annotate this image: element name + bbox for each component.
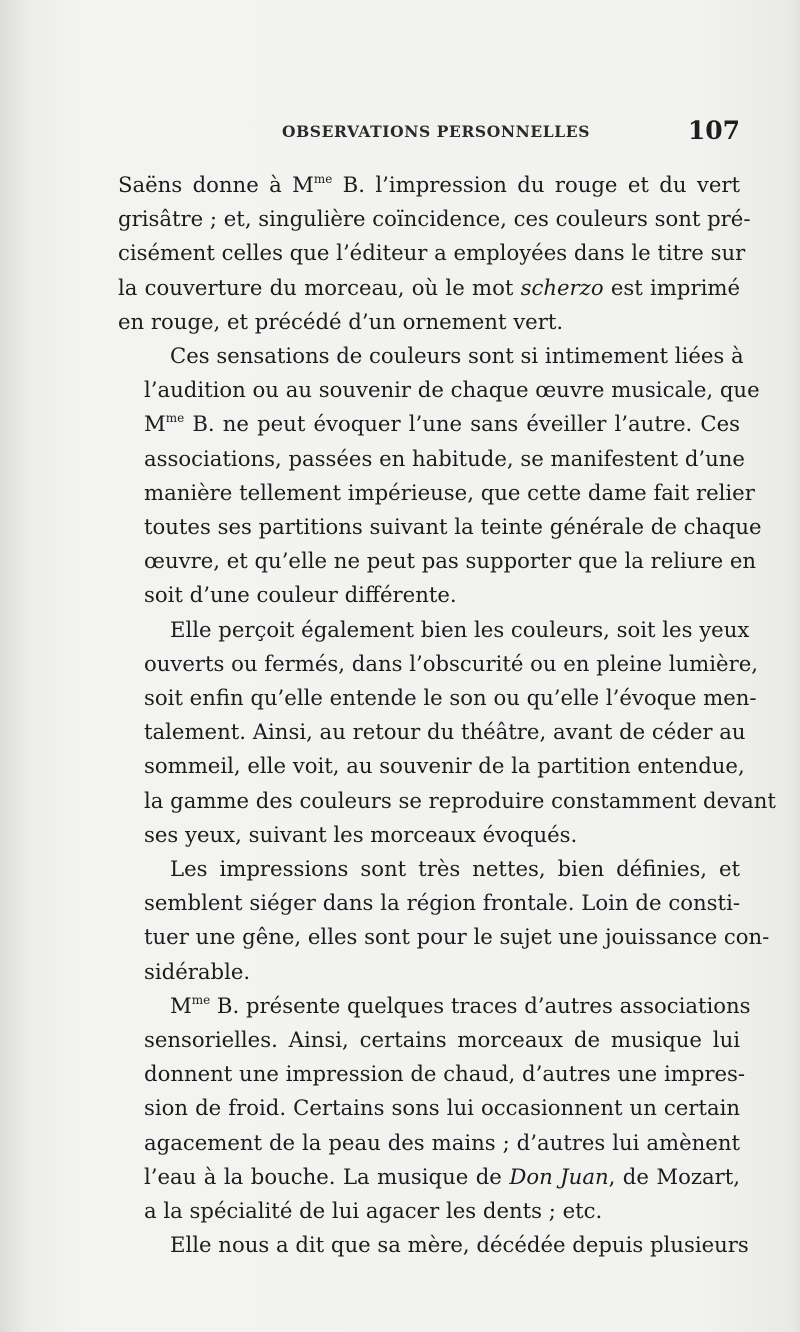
superscript: me bbox=[313, 172, 333, 186]
text-line: Ces sensations de couleurs sont si intimement liées à bbox=[170, 343, 744, 369]
text-line: la gamme des couleurs se reproduire constamment devant bbox=[144, 787, 776, 813]
page-number: 107 bbox=[687, 116, 740, 145]
paragraph bbox=[118, 168, 751, 339]
text-line: soit d’une couleur différente. bbox=[144, 582, 457, 608]
text-line: l’eau à la bouche. La musique de Don Juan, de Mozart, bbox=[144, 1163, 741, 1189]
text-line: donnent une impression de chaud, d’autres une impres- bbox=[144, 1061, 746, 1087]
text-line: Elle perçoit également bien les couleurs, soit les yeux bbox=[170, 616, 750, 642]
text-line: $M^{me}$ B. ne peut évoquer l’une sans éveiller l’autre. Ces bbox=[144, 411, 740, 437]
text-line: manière tellement impérieuse, que cette dame fait relier bbox=[144, 479, 755, 505]
text-line: semblent siéger dans la région frontale. Loin de consti- bbox=[144, 890, 740, 916]
running-head: OBSERVATIONS PERSONNELLES bbox=[282, 122, 590, 141]
text-line: Saëns donne à $M^{me}$ B. l’impression du rouge et du vert bbox=[118, 172, 741, 197]
text-line: grisâtre ; et, singulière coïncidence, ces couleurs sont pré- bbox=[118, 206, 751, 232]
body-text bbox=[118, 168, 776, 1263]
paragraph bbox=[118, 613, 776, 852]
text-line: soit enfin qu’elle entende le son ou qu’elle l’évoque men- bbox=[144, 685, 757, 711]
italic-term: Don Juan bbox=[509, 1163, 609, 1189]
paragraph bbox=[118, 339, 762, 613]
page-header bbox=[120, 118, 740, 152]
text-line: cisément celles que l’éditeur a employées dans le titre sur bbox=[118, 240, 746, 266]
text-line: sidérable. bbox=[144, 958, 251, 984]
text-line: associations, passées en habitude, se manifestent d’une bbox=[144, 445, 745, 471]
superscript: me bbox=[191, 992, 211, 1007]
text-line: Les impressions sont très nettes, bien définies, et bbox=[170, 856, 740, 882]
text-line: talement. Ainsi, au retour du théâtre, avant de céder au bbox=[144, 719, 746, 745]
paragraph bbox=[118, 852, 770, 989]
text-line: Elle nous a dit que sa mère, décédée depuis plusieurs bbox=[170, 1232, 749, 1258]
text-line: a la spécialité de lui agacer les dents ; etc. bbox=[144, 1198, 603, 1224]
text-line: sion de froid. Certains sons lui occasionnent un certain bbox=[144, 1095, 740, 1121]
text-line: ses yeux, suivant les morceaux évoqués. bbox=[144, 821, 578, 847]
text-line: agacement de la peau des mains ; d’autres lui amènent bbox=[144, 1129, 740, 1155]
text-line: tuer une gêne, elles sont pour le sujet une jouissance con- bbox=[144, 924, 770, 950]
text-line: toutes ses partitions suivant la teinte générale de chaque bbox=[144, 514, 762, 540]
text-line: sommeil, elle voit, au souvenir de la partition entendue, bbox=[144, 753, 745, 779]
text-line: sensorielles. Ainsi, certains morceaux de musique lui bbox=[144, 1027, 740, 1053]
text-line: la couverture du morceau, où le mot scherzo est imprimé bbox=[118, 274, 740, 300]
text-line: $M^{me}$ B. présente quelques traces d’autres associations bbox=[170, 992, 751, 1018]
superscript: me bbox=[165, 411, 185, 426]
paragraph bbox=[118, 1228, 749, 1262]
text-line: œuvre, et qu’elle ne peut pas supporter que la reliure en bbox=[144, 548, 757, 574]
italic-term: scherzo bbox=[520, 274, 604, 300]
text-line: l’audition ou au souvenir de chaque œuvre musicale, que bbox=[144, 377, 760, 403]
text-line: en rouge, et précédé d’un ornement vert. bbox=[118, 308, 564, 334]
text-line: ouverts ou fermés, dans l’obscurité ou en pleine lumière, bbox=[144, 650, 758, 676]
paragraph bbox=[118, 989, 751, 1228]
